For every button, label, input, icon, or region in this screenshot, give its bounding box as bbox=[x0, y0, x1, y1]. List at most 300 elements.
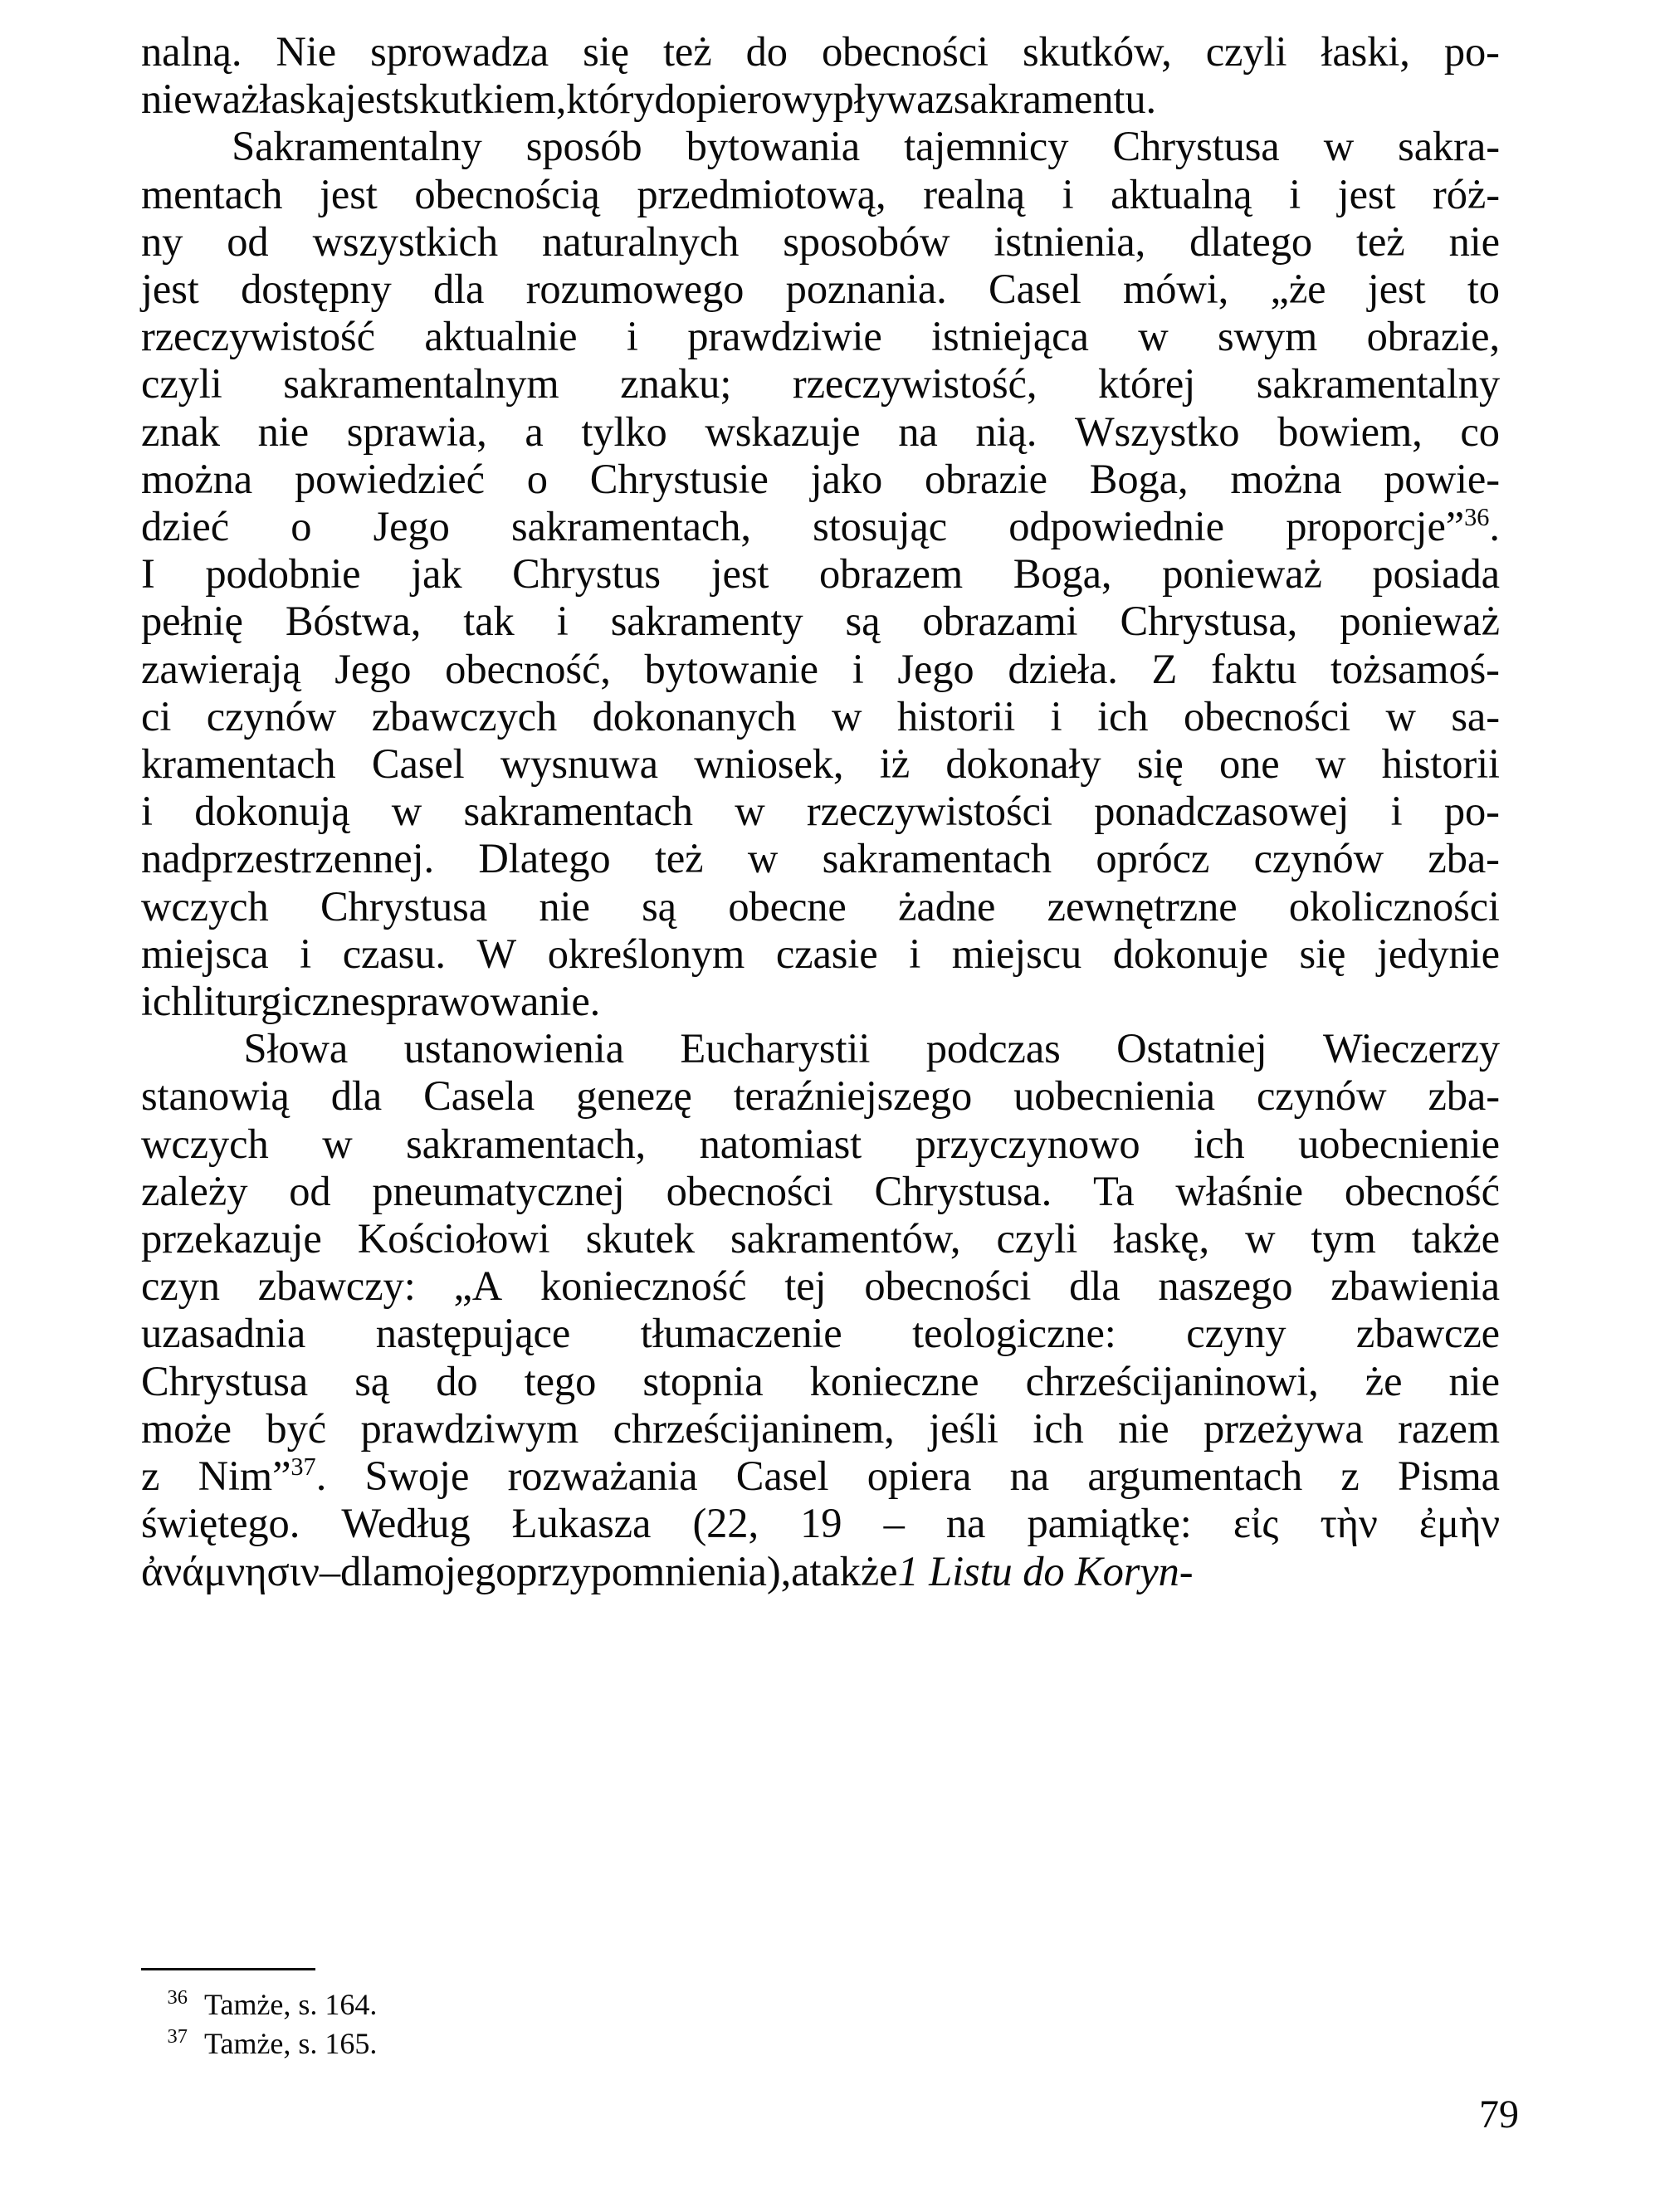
word: bytowanie bbox=[644, 645, 818, 692]
word: Łukasza bbox=[511, 1500, 652, 1547]
word: czynów bbox=[1253, 835, 1384, 882]
word: historii bbox=[1381, 740, 1500, 788]
word: (22, bbox=[692, 1500, 759, 1547]
word: sakra- bbox=[1398, 123, 1500, 170]
word: znak bbox=[141, 408, 220, 455]
word: dla bbox=[1069, 1262, 1120, 1310]
word: „że bbox=[1270, 266, 1326, 313]
word: przedmiotową, bbox=[637, 170, 886, 217]
word: ponadczasowej bbox=[1094, 788, 1350, 835]
word: sprawowanie. bbox=[369, 978, 601, 1025]
text-line bbox=[141, 646, 1500, 693]
paragraph-indent bbox=[141, 1025, 188, 1072]
word: dokonanych bbox=[592, 692, 797, 740]
word: Jego bbox=[373, 503, 450, 550]
word: obecności bbox=[821, 28, 989, 75]
word: znaku; bbox=[620, 360, 732, 408]
word: argumentach bbox=[1087, 1453, 1303, 1500]
word: Chrystusa bbox=[320, 882, 488, 930]
word: rzeczywistość bbox=[141, 313, 375, 360]
word: i bbox=[1289, 170, 1301, 217]
word: i bbox=[556, 598, 569, 645]
word: zba- bbox=[1428, 1072, 1500, 1120]
word: powie- bbox=[1384, 455, 1500, 502]
word: są bbox=[354, 1357, 390, 1404]
word: istnienia, bbox=[994, 217, 1146, 265]
word: skutek bbox=[585, 1215, 695, 1262]
word: dokonały bbox=[945, 740, 1101, 788]
word: który bbox=[566, 76, 655, 123]
word: naturalnych bbox=[541, 217, 740, 265]
paragraph bbox=[141, 28, 1500, 123]
text-line bbox=[141, 1072, 1500, 1120]
word: liturgiczne bbox=[192, 978, 370, 1025]
word: Chrystusie bbox=[589, 455, 769, 502]
word: dostępny bbox=[241, 266, 392, 313]
word: nią. bbox=[975, 408, 1038, 455]
word: wskazuje bbox=[705, 408, 861, 455]
text-line bbox=[141, 1405, 1500, 1453]
word: z bbox=[935, 76, 954, 123]
word: być bbox=[266, 1404, 327, 1452]
word: sakramentach bbox=[822, 835, 1052, 882]
text-line bbox=[141, 1358, 1500, 1405]
word: sprowadza bbox=[370, 28, 549, 75]
word: dla bbox=[432, 266, 485, 313]
word: stanowią bbox=[141, 1072, 290, 1120]
word: ich bbox=[141, 978, 193, 1025]
word: okoliczności bbox=[1288, 882, 1500, 930]
text-line bbox=[141, 788, 1500, 835]
word: też bbox=[663, 28, 712, 75]
word: czynów bbox=[1256, 1072, 1387, 1120]
footnote-separator-rule bbox=[141, 1968, 315, 1970]
text-line bbox=[141, 456, 1500, 503]
word: razem bbox=[1398, 1404, 1500, 1452]
word: w bbox=[1385, 692, 1416, 740]
word: Wieczerzy bbox=[1323, 1025, 1500, 1072]
word: nieważ bbox=[141, 76, 260, 123]
word: po- bbox=[1443, 788, 1500, 835]
word: sposób bbox=[525, 123, 642, 170]
word: także bbox=[809, 1547, 898, 1594]
word: tej bbox=[784, 1262, 827, 1310]
page-number: 79 bbox=[1479, 2092, 1519, 2136]
word: obrazie bbox=[925, 455, 1047, 502]
word: powiedzieć bbox=[294, 455, 485, 502]
word: obecnością bbox=[414, 170, 600, 217]
word: obecności bbox=[864, 1262, 1032, 1310]
word: obrazem bbox=[818, 550, 964, 598]
word: sakramentalnym bbox=[283, 360, 559, 408]
word: przekazuje bbox=[141, 1215, 322, 1262]
word: nie bbox=[539, 882, 590, 930]
word: zba- bbox=[1428, 835, 1500, 882]
word: dla bbox=[339, 1547, 392, 1594]
word: Nim”$^{37}$. bbox=[198, 1452, 327, 1500]
word: róż- bbox=[1433, 170, 1500, 217]
word: sposobów bbox=[783, 217, 950, 265]
word: na bbox=[1009, 1453, 1050, 1500]
word: do bbox=[436, 1357, 478, 1404]
word: natomiast bbox=[699, 1120, 862, 1167]
word: jeśli bbox=[929, 1404, 998, 1452]
word: Bóstwa, bbox=[285, 598, 422, 645]
word: w bbox=[1323, 123, 1355, 170]
text-line bbox=[141, 123, 1500, 170]
word: jest bbox=[1337, 170, 1396, 217]
word: sakramentach, bbox=[406, 1120, 647, 1167]
word: nie bbox=[1118, 1404, 1169, 1452]
word: też bbox=[1356, 217, 1405, 265]
word: obecności bbox=[1183, 692, 1350, 740]
word: prawdziwie bbox=[687, 313, 882, 360]
text-line bbox=[141, 76, 1500, 123]
footnote-marker[interactable]: 36 bbox=[1464, 502, 1490, 531]
word: sakramentu. bbox=[953, 76, 1157, 123]
word: wysnuwa bbox=[500, 740, 658, 788]
word: aktualnie bbox=[424, 313, 578, 360]
word: wypływa bbox=[781, 76, 935, 123]
word: i bbox=[852, 645, 864, 692]
word: – bbox=[883, 1500, 905, 1547]
word: bowiem, bbox=[1277, 408, 1423, 455]
text-line bbox=[141, 883, 1500, 930]
text-line bbox=[141, 1453, 1500, 1500]
word: „A bbox=[453, 1262, 503, 1310]
word: określonym bbox=[547, 930, 745, 977]
word: czyli bbox=[1205, 28, 1287, 75]
text-line bbox=[141, 598, 1500, 645]
word: w bbox=[735, 788, 765, 835]
word: od bbox=[289, 1167, 331, 1214]
word: rozumowego bbox=[525, 266, 745, 313]
word: o bbox=[290, 503, 312, 550]
word: jedynie bbox=[1376, 930, 1500, 977]
word: zbawczy: bbox=[257, 1262, 416, 1310]
text-line bbox=[141, 1262, 1500, 1310]
text-line bbox=[141, 218, 1500, 266]
word: konieczne bbox=[809, 1357, 979, 1404]
word: dla bbox=[330, 1072, 383, 1120]
word: czasie bbox=[775, 930, 878, 977]
word: wniosek, bbox=[694, 740, 844, 788]
word: następujące bbox=[375, 1310, 571, 1357]
word: od bbox=[227, 217, 269, 265]
word: podobnie bbox=[205, 550, 361, 598]
word: rzeczywistości bbox=[806, 788, 1052, 835]
text-line bbox=[141, 930, 1500, 978]
word: iż bbox=[879, 740, 911, 788]
word: realną bbox=[923, 170, 1025, 217]
word: obecność bbox=[1344, 1167, 1500, 1214]
word: aktualną bbox=[1111, 170, 1252, 217]
word: miejsca bbox=[141, 930, 269, 977]
word: miejscu bbox=[951, 930, 1082, 977]
word: na bbox=[898, 408, 938, 455]
word: εἰς bbox=[1233, 1500, 1279, 1547]
word: uobecnienia bbox=[1013, 1072, 1215, 1120]
word: stosując bbox=[813, 503, 948, 550]
word: że bbox=[1365, 1357, 1403, 1404]
word: zbawczych bbox=[371, 692, 558, 740]
text-line bbox=[141, 171, 1500, 218]
text-line bbox=[141, 1168, 1500, 1215]
word: jak bbox=[411, 550, 462, 598]
word: sprawia, bbox=[346, 408, 487, 455]
text-line bbox=[141, 503, 1500, 550]
word: rozważania bbox=[507, 1453, 698, 1500]
word: stopnia bbox=[642, 1357, 764, 1404]
body-text-block bbox=[141, 28, 1500, 1595]
word: ich bbox=[1194, 1120, 1245, 1167]
word: a bbox=[525, 408, 544, 455]
word: czyli bbox=[141, 360, 222, 408]
word: jako bbox=[810, 455, 883, 502]
word: I bbox=[141, 550, 155, 598]
word: czasu. bbox=[342, 930, 446, 977]
word: genezę bbox=[576, 1072, 692, 1120]
word: w bbox=[322, 1120, 353, 1167]
word: obrazami bbox=[922, 598, 1078, 645]
word: teraźniejszego bbox=[733, 1072, 973, 1120]
word: Eucharystii bbox=[680, 1025, 871, 1072]
word: konieczność bbox=[540, 1262, 747, 1310]
word: z bbox=[1340, 1453, 1360, 1500]
word: Chrystusa bbox=[141, 1357, 309, 1404]
word: sakramentów, bbox=[730, 1215, 961, 1262]
word: Casel bbox=[371, 740, 465, 788]
word: Według bbox=[341, 1500, 471, 1547]
word: istniejąca bbox=[931, 313, 1089, 360]
word: nie bbox=[1448, 217, 1500, 265]
word: W bbox=[476, 930, 517, 977]
word: z bbox=[141, 1453, 160, 1500]
word: czyli bbox=[996, 1215, 1078, 1262]
word: i bbox=[909, 930, 921, 977]
word: jest bbox=[1367, 266, 1426, 313]
word: skutków, bbox=[1023, 28, 1172, 75]
word: żadne bbox=[898, 882, 996, 930]
word: wczych bbox=[141, 1120, 269, 1167]
word: chrześcijaninowi, bbox=[1025, 1357, 1319, 1404]
word: sakramentach, bbox=[510, 503, 751, 550]
word: odpowiednie bbox=[1008, 503, 1224, 550]
text-line bbox=[141, 360, 1500, 408]
word: Boga, bbox=[1013, 550, 1112, 598]
word: uobecnienie bbox=[1298, 1120, 1500, 1167]
word: łaska bbox=[259, 76, 345, 123]
word: Jego bbox=[334, 645, 412, 692]
word: dzieć bbox=[141, 503, 230, 550]
italic-title: 1 Listu do Koryn- bbox=[897, 1547, 1194, 1594]
word: łaski, bbox=[1321, 28, 1410, 75]
word: ponieważ bbox=[1162, 550, 1322, 598]
word: zbawienia bbox=[1330, 1262, 1500, 1310]
word: w bbox=[1245, 1215, 1276, 1262]
word: mówi, bbox=[1123, 266, 1229, 313]
word: pamiątkę: bbox=[1027, 1500, 1192, 1547]
footnote-item: 36 Tamże, s. 164. bbox=[167, 1985, 378, 2021]
word: tego bbox=[524, 1357, 597, 1404]
word: obecne bbox=[728, 882, 847, 930]
word: mentach bbox=[141, 170, 283, 217]
word: Sakramentalny bbox=[232, 123, 482, 170]
word: Dlatego bbox=[478, 835, 611, 882]
word: i bbox=[626, 313, 638, 360]
word: w bbox=[1138, 313, 1169, 360]
word: tylko bbox=[581, 408, 667, 455]
word: dokonuje bbox=[1112, 930, 1268, 977]
word: zbawcze bbox=[1355, 1310, 1500, 1357]
word: Casel bbox=[735, 1453, 829, 1500]
word: poznania. bbox=[785, 266, 947, 313]
word: Chrystusa bbox=[1112, 123, 1280, 170]
word: Casel bbox=[989, 266, 1081, 313]
word: Jego bbox=[897, 645, 974, 692]
word: kramentach bbox=[141, 740, 336, 788]
word: można bbox=[141, 455, 253, 502]
word: czyn bbox=[141, 1262, 220, 1310]
word: także bbox=[1411, 1215, 1500, 1262]
text-line bbox=[141, 1121, 1500, 1168]
text-line bbox=[141, 1215, 1500, 1262]
word: i bbox=[141, 788, 153, 835]
word: mojego bbox=[391, 1547, 517, 1594]
word: swym bbox=[1217, 313, 1318, 360]
word: sakramenty bbox=[610, 598, 803, 645]
word: w bbox=[831, 692, 862, 740]
word: naszego bbox=[1158, 1262, 1293, 1310]
word: one bbox=[1218, 740, 1280, 788]
word: przyczynowo bbox=[915, 1120, 1140, 1167]
word: historii bbox=[896, 692, 1016, 740]
word: Boga, bbox=[1089, 455, 1189, 502]
word: ἀνάμνησιν bbox=[141, 1547, 320, 1594]
word: Swoje bbox=[364, 1453, 470, 1500]
text-line bbox=[141, 1025, 1500, 1072]
word: pełnię bbox=[141, 598, 243, 645]
word: ci bbox=[141, 692, 172, 740]
footnote-item: 37 Tamże, s. 165. bbox=[167, 2024, 378, 2060]
text-line bbox=[141, 550, 1500, 598]
text-line bbox=[141, 313, 1500, 360]
word: i bbox=[1050, 692, 1062, 740]
word: nie bbox=[1448, 1357, 1500, 1404]
footnote-text: Tamże, s. 164. bbox=[204, 1988, 378, 2021]
word: sa- bbox=[1451, 692, 1500, 740]
word: i bbox=[300, 930, 312, 977]
word: właśnie bbox=[1175, 1167, 1303, 1214]
paragraph-indent bbox=[141, 123, 188, 170]
word: podczas bbox=[925, 1025, 1061, 1072]
word: Chrystusa, bbox=[1120, 598, 1298, 645]
word: ἐμὴν bbox=[1418, 1500, 1500, 1547]
word: jest bbox=[344, 76, 403, 123]
word: zależy bbox=[141, 1167, 248, 1214]
word: i bbox=[1062, 170, 1074, 217]
word: faktu bbox=[1211, 645, 1297, 692]
word: świętego. bbox=[141, 1500, 300, 1547]
word: czynów bbox=[206, 692, 337, 740]
word: dlatego bbox=[1189, 217, 1313, 265]
word: Wszystko bbox=[1074, 408, 1240, 455]
word: teologiczne: bbox=[912, 1310, 1116, 1357]
word: sakramentalny bbox=[1256, 360, 1500, 408]
word: Chrystus bbox=[512, 550, 661, 598]
word: dzieła. bbox=[1008, 645, 1118, 692]
word: uzasadnia bbox=[141, 1310, 306, 1357]
word: wszystkich bbox=[312, 217, 498, 265]
word: jest bbox=[320, 170, 378, 217]
word: dopiero bbox=[654, 76, 782, 123]
word: Chrystusa. bbox=[874, 1167, 1052, 1214]
word: jest bbox=[710, 550, 769, 598]
word: Kościołowi bbox=[357, 1215, 550, 1262]
word: zewnętrzne bbox=[1047, 882, 1238, 930]
word: sakramentach bbox=[463, 788, 693, 835]
paragraph bbox=[141, 1025, 1500, 1594]
word: Ta bbox=[1093, 1167, 1135, 1214]
word: może bbox=[141, 1404, 232, 1452]
word: to bbox=[1467, 266, 1500, 313]
text-line bbox=[141, 1310, 1500, 1357]
word: τὴν bbox=[1320, 1500, 1378, 1547]
word: czyny bbox=[1186, 1310, 1286, 1357]
paragraph bbox=[141, 123, 1500, 1025]
word: się bbox=[583, 28, 629, 75]
word: przeżywa bbox=[1204, 1404, 1364, 1452]
word: w bbox=[1315, 740, 1346, 788]
word: obecności bbox=[666, 1167, 833, 1214]
text-line bbox=[141, 740, 1500, 788]
word: tym bbox=[1311, 1215, 1376, 1262]
word: są bbox=[845, 598, 881, 645]
word: prawdziwym bbox=[360, 1404, 579, 1452]
word: wczych bbox=[141, 882, 269, 930]
word: ich bbox=[1097, 692, 1149, 740]
word: Nie bbox=[276, 28, 337, 75]
word: o bbox=[526, 455, 548, 502]
word: bytowania bbox=[686, 123, 861, 170]
word: na bbox=[945, 1500, 986, 1547]
text-line bbox=[141, 408, 1500, 456]
word: ny bbox=[141, 217, 183, 265]
word: nie bbox=[257, 408, 310, 455]
footnote-marker[interactable]: 37 bbox=[290, 1452, 316, 1481]
word: w bbox=[747, 835, 779, 882]
word: skutkiem, bbox=[403, 76, 567, 123]
word: i bbox=[1390, 788, 1403, 835]
word: można bbox=[1230, 455, 1342, 502]
word: nadprzestrzennej. bbox=[141, 835, 435, 882]
word: tajemnicy bbox=[904, 123, 1069, 170]
word: Pisma bbox=[1398, 1453, 1500, 1500]
word: oprócz bbox=[1096, 835, 1210, 882]
text-line bbox=[141, 1548, 1500, 1595]
word: obecność, bbox=[445, 645, 611, 692]
word: Z bbox=[1151, 645, 1178, 692]
word: łaskę, bbox=[1113, 1215, 1209, 1262]
word: do bbox=[745, 28, 788, 75]
word: Słowa bbox=[243, 1025, 349, 1072]
word: co bbox=[1460, 408, 1500, 455]
word: tłumaczenie bbox=[640, 1310, 842, 1357]
text-line bbox=[141, 266, 1500, 313]
text-line bbox=[141, 693, 1500, 740]
footnote-block bbox=[141, 1985, 1500, 2063]
word: ponieważ bbox=[1340, 598, 1500, 645]
